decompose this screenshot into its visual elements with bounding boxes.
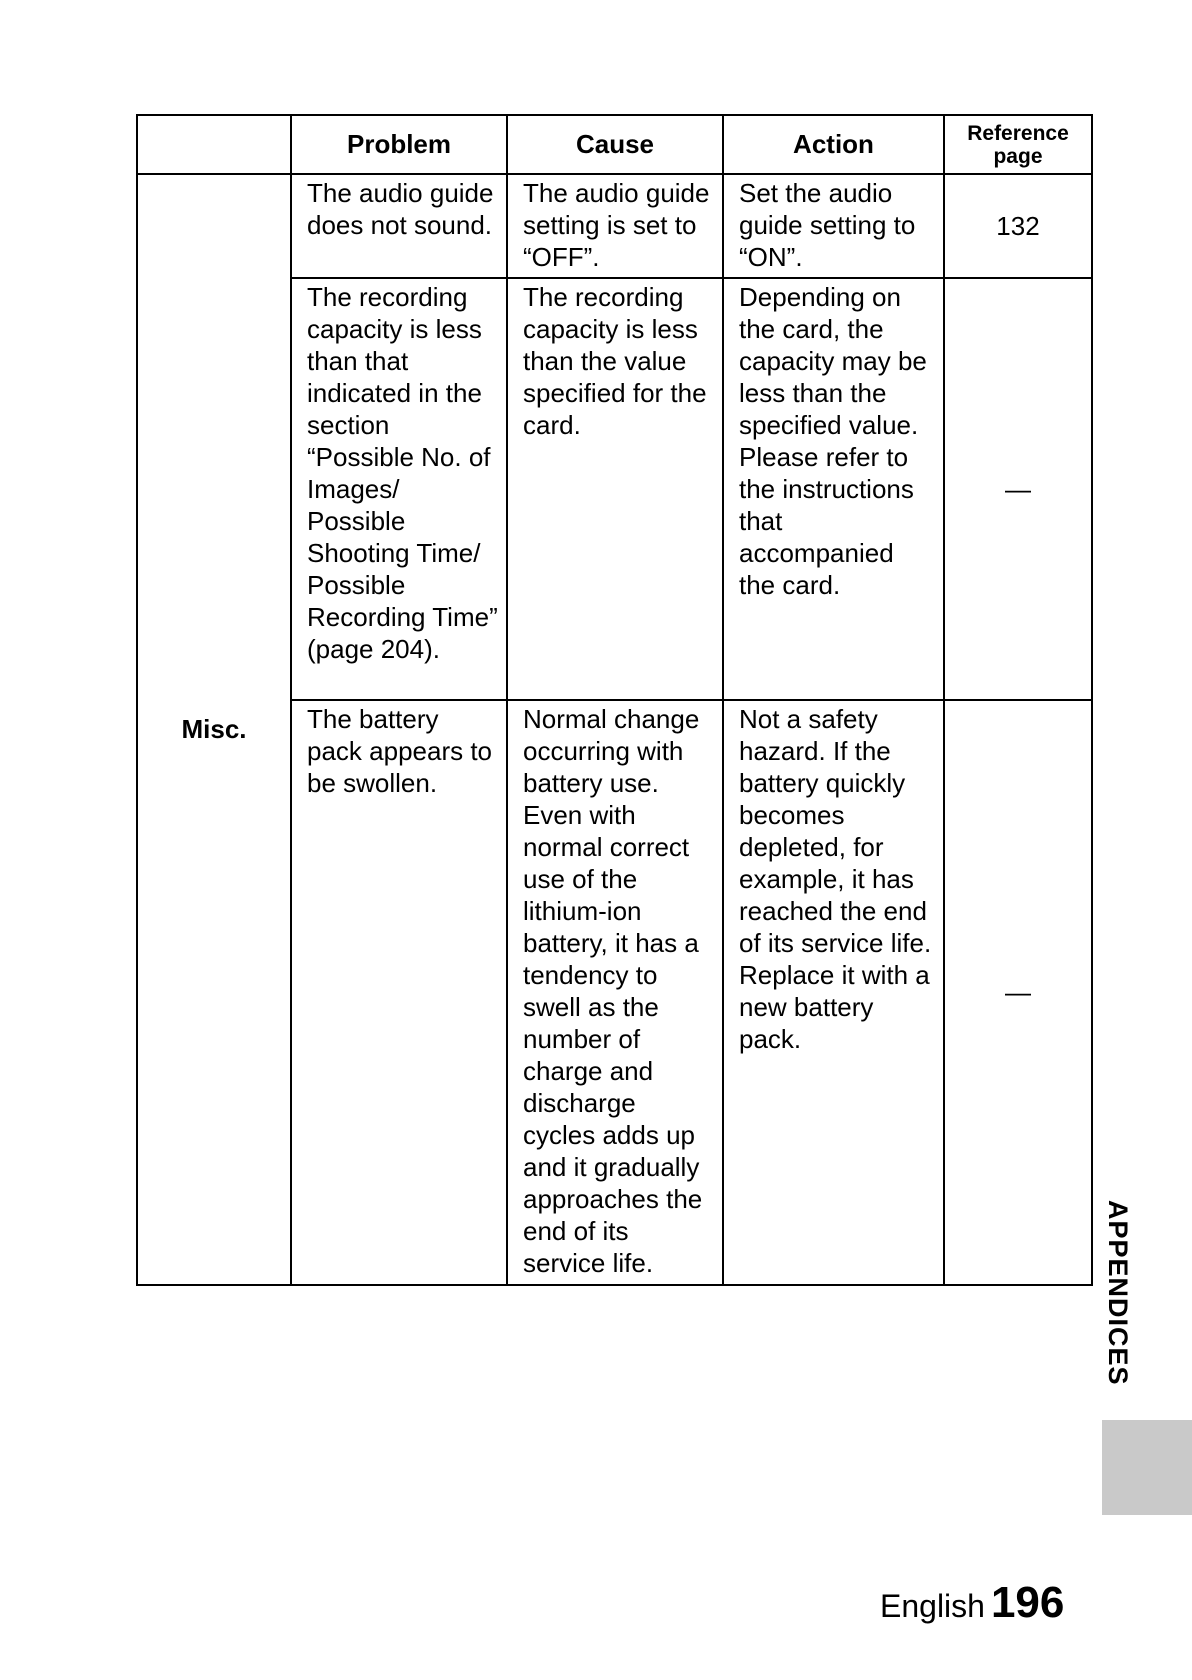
header-reference-line2: page [993, 144, 1043, 168]
header-action: Action [723, 115, 944, 174]
header-problem: Problem [291, 115, 507, 174]
reference-cell: 132 [944, 174, 1092, 278]
table-header-row [137, 115, 1092, 174]
problem-cell: The recording capacity is less than that indicated in the section “Possible No. of Images/ Possible Shooting Time/ Possible Recording Time” (page 204). [291, 278, 507, 700]
header-reference-page [944, 115, 1092, 174]
page-number: 196 [990, 1578, 1065, 1627]
action-cell: Set the audio guide setting to “ON”. [723, 174, 944, 278]
page-footer [880, 1578, 1100, 1628]
header-category [137, 115, 291, 174]
action-cell: Depending on the card, the capacity may be less than the specified value. Please refer to the instructions that accompanied the card. [723, 278, 944, 700]
category-cell: Misc. [137, 174, 291, 1285]
table-row [137, 174, 1092, 278]
problem-cell: The audio guide does not sound. [291, 174, 507, 278]
troubleshooting-table [136, 114, 1093, 1286]
action-cell: Not a safety hazard. If the battery quickly becomes depleted, for example, it has reached the end of its service life. Replace it with a new battery pack. [723, 700, 944, 1285]
footer-language: English [880, 1588, 985, 1624]
cause-cell: The audio guide setting is set to “OFF”. [507, 174, 723, 278]
cause-cell: Normal change occurring with battery use. Even with normal correct use of the lithium-ion battery, it has a tendency to swell as the number of charge and discharge cycles adds up and it gradually approaches the end of its service life. [507, 700, 723, 1285]
cause-cell: The recording capacity is less than the value specified for the card. [507, 278, 723, 700]
section-tab-marker [1102, 1420, 1192, 1515]
header-reference-line1: Reference [967, 121, 1069, 145]
reference-cell: — [944, 278, 1092, 700]
problem-cell: The battery pack appears to be swollen. [291, 700, 507, 1285]
reference-cell: — [944, 700, 1092, 1285]
appendices-side-label: APPENDICES [1103, 1200, 1133, 1386]
header-cause: Cause [507, 115, 723, 174]
